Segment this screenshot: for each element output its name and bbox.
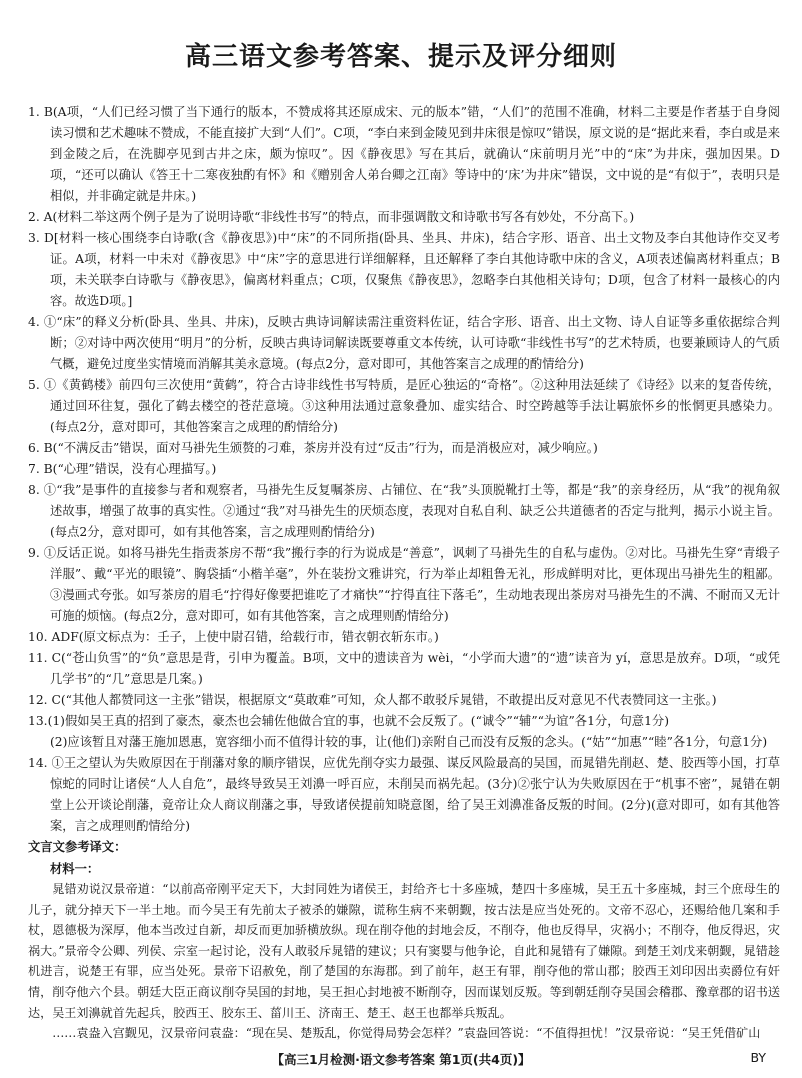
answer-8: 8. ①“我”是事件的直接参与者和观察者，马褂先生反复嘱茶房、占铺位、在“我”头顶脱靴打土等，都是“我”的亲身经历，从“我”的视角叙述故事，增强了故事的真实性。②通过“我”对马褂先生的厌烦态度，表现对自私自利、缺乏公共道德者的否定与批判，揭示小说主旨。(每点2分，意对即可，如有其他答案，言之成理则酌情给分) [28, 483, 780, 539]
material-one-heading: 材料一： [50, 861, 100, 876]
answer-5: 5. ①《黄鹤楼》前四句三次使用“黄鹤”，符合古诗非线性书写特质，是匠心独运的“奇格”。②这种用法延续了《诗经》以来的复沓传统，通过回环往复，强化了鹤去楼空的苍茫意境。③这种用法通过意象叠加、虚实结合、时空跨越等手法让羁旅怀乡的怅惘更具感染力。(每点2分，意对即可，其他答案言之成理的酌情给分) [28, 378, 780, 434]
answer-12: 12. C(“其他人都赞同这一主张”错误，根据原文“莫敢难”可知，众人都不敢驳斥晁错，不敢提出反对意见不代表赞同这一主张。) [28, 693, 717, 707]
answer-7: 7. B(“心理”错误，没有心理描写。) [28, 462, 217, 476]
answer-3: 3. D[材料一核心围绕李白诗歌(含《静夜思》)中“床”的不同所指(卧具、坐具、井床)，结合字形、语音、出土文物及李白其他诗作交叉考证。A项，材料一中未对《静夜思》中“床”字的意思进行详细解释，且还解释了李白其他诗歌中床的含义，A项表述偏离材料重点；B项，未关联李白诗歌与《静夜思》，偏离材料重点；C项，仅聚焦《静夜思》，忽略李白其他相关诗句；D项，包含了材料一最核心的内容。故选D项。] [28, 231, 780, 308]
answer-4: 4. ①“床”的释义分析(卧具、坐具、井床)，反映古典诗词解读需注重资料佐证，结合字形、语音、出土文物、诗人自证等多重依据综合判断；②对诗中两次使用“明月”的分析，反映古典诗词解读既要尊重文本传统，认可诗歌“非线性书写”的艺术特质，也要兼顾诗人的气质气概，避免过度坐实情境而消解其美永意境。(每点2分，意对即可，其他答案言之成理的酌情给分) [28, 315, 780, 371]
answer-10: 10. ADF(原文标点为：壬子，上使中尉召错，给载行市，错衣朝衣斩东市。) [28, 630, 439, 644]
page-title: 高三语文参考答案、提示及评分细则 [184, 42, 617, 72]
footer-code: BY [750, 1050, 766, 1065]
answer-11: 11. C(“苍山负雪”的“负”意思是背，引申为覆盖。B项，文中的遗读音为 wèi，“小学而大遗”的“遗”读音为 yí，意思是放弃。D项，“或凭几学书”的“几”意思是几案。) [28, 651, 780, 686]
translation-heading: 文言文参考译文： [28, 840, 127, 854]
page-footer: 【高三1月检测·语文参考答案 第1页(共4页)】 [271, 1052, 531, 1067]
answer-9: 9. ①反话正说。如将马褂先生指责茶房不帮“我”搬行李的行为说成是“善意”，讽刺了马褂先生的自私与虚伪。②对比。马褂先生穿“青缎子洋服”、戴“平光的眼镜”、胸袋插“小楷羊毫”，外在装扮文雅讲究，行为举止却粗鲁无礼，形成鲜明对比，更体现出马褂先生的粗鄙。③漫画式夸张。如写茶房的眉毛“拧得好像要把谁吃了才痛快”“拧得直往下落毛”，生动地表现出茶房对马褂先生的不满、不耐而又无计可施的烦恼。(每点2分，意对即可，如有其他答案，言之成理则酌情给分) [28, 546, 780, 623]
answer-2: 2. A(材料二举这两个例子是为了说明诗歌“非线性书写”的特点，而非强调散文和诗歌书写各有妙处，不分高下。) [28, 210, 635, 224]
answer-13-part-2: (2)应该暂且对藩王施加恩惠，宽容细小而不值得计较的事，让(他们)亲附自己而没有反叛的念头。(“姑”“加惠”“睦”各1分，句意1分) [50, 735, 768, 749]
answer-13-part-1: (1)假如吴王真的招到了豪杰，豪杰也会辅佐他做合宜的事，也就不会反叛了。(“诚令”“辅”“为谊”各1分，句意1分) [47, 714, 670, 728]
answer-13-number: 13. [28, 714, 48, 728]
answer-13 [28, 711, 780, 732]
translation-paragraph: ……袁盎入宫觐见，汉景帝问袁盎：“现在吴、楚叛乱，你觉得局势会怎样？”袁盎回答说：“不值得担忧！”汉景帝说：“吴王凭借矿山 [52, 1026, 761, 1041]
answer-14: 14. ①王之望认为失败原因在于削藩对象的顺序错误，应优先削夺实力最强、谋反风险最高的吴国，而晁错先削赵、楚、胶西等小国，打草惊蛇的同时让诸侯“人人自危”，最终导致吴王刘濞一呼百应，未削吴而祸先起。(3分)②张宁认为失败原因在于“机事不密”，晁错在朝堂上公开谈论削藩，竟帝让众人商议削藩之事，导致诸侯提前知晓意图，给了吴王刘濞准备反叛的时间。(2分)(意对即可，如有其他答案，言之成理则酌情给分) [28, 756, 780, 833]
answer-content [28, 102, 780, 1044]
translation-paragraph: 晁错劝说汉景帝道：“以前高帝刚平定天下，大封同姓为诸侯王，封给齐七十多座城，楚四十多座城，吴王五十多座城，封三个庶母生的儿子，就分掉天下一半土地。而今吴王有先前太子被杀的嫌隙，谎称生病不来朝觐，按古法是应当处死的。文帝不忍心，还赐给他几案和手杖，恩德极为深厚，他本当改过自新，却反而更加骄横放纵。现在削夺他的封地会反，不削夺，他也反得早，灾祸小；不削夺，他反得迟，灾祸大。”景帝令公卿、列侯、宗室一起讨论，没有人敢驳斥晁错的建议；只有窦婴与他争论，自此和晁错有了嫌隙。到楚王刘戊来朝觐，晁错趁机进言，说楚王有罪，应当处死。景帝下诏赦免，削了楚国的东海郡。到了前年，赵王有罪，削夺他的常山郡；胶西王刘印因出卖爵位有奸情，削夺他六个县。朝廷大臣正商议削夺吴国的封地，吴王担心封地被不断削夺，因而谋划反叛。等到朝廷削夺吴国会稽郡、豫章郡的诏书送达，吴王刘濞就首先起兵，胶西王、胶东王、菑川王、济南王、楚王、赵王也都举兵叛乱。 [28, 882, 780, 1020]
answer-1: 1. B(A项，“人们已经习惯了当下通行的版本，不赞成将其还原成宋、元的版本”错，“人们”的范围不准确，材料二主要是作者基于自身阅读习惯和艺术趣味不赞成，不能直接扩大到“人们”。C项，“李白来到金陵见到井床很是惊叹”错误，原文说的是“据此来看，李白或是来到金陵之后，在洗脚亭见到古井之床，颇为惊叹”。因《静夜思》写在其后，就确认“床前明月光”中的“床”为井床，强加因果。D项，“还可以确认《答王十二寒夜独酌有怀》和《赠别舍人弟台卿之江南》等诗中的‘床’为井床”错误，文中说的是“有似于”，表明只是相似，并非确定就是井床。) [28, 105, 780, 203]
answer-6: 6. B(“不满反击”错误，面对马褂先生颁赘的刁难，茶房并没有过“反击”行为，而是消极应对，减少响应。) [28, 441, 598, 455]
